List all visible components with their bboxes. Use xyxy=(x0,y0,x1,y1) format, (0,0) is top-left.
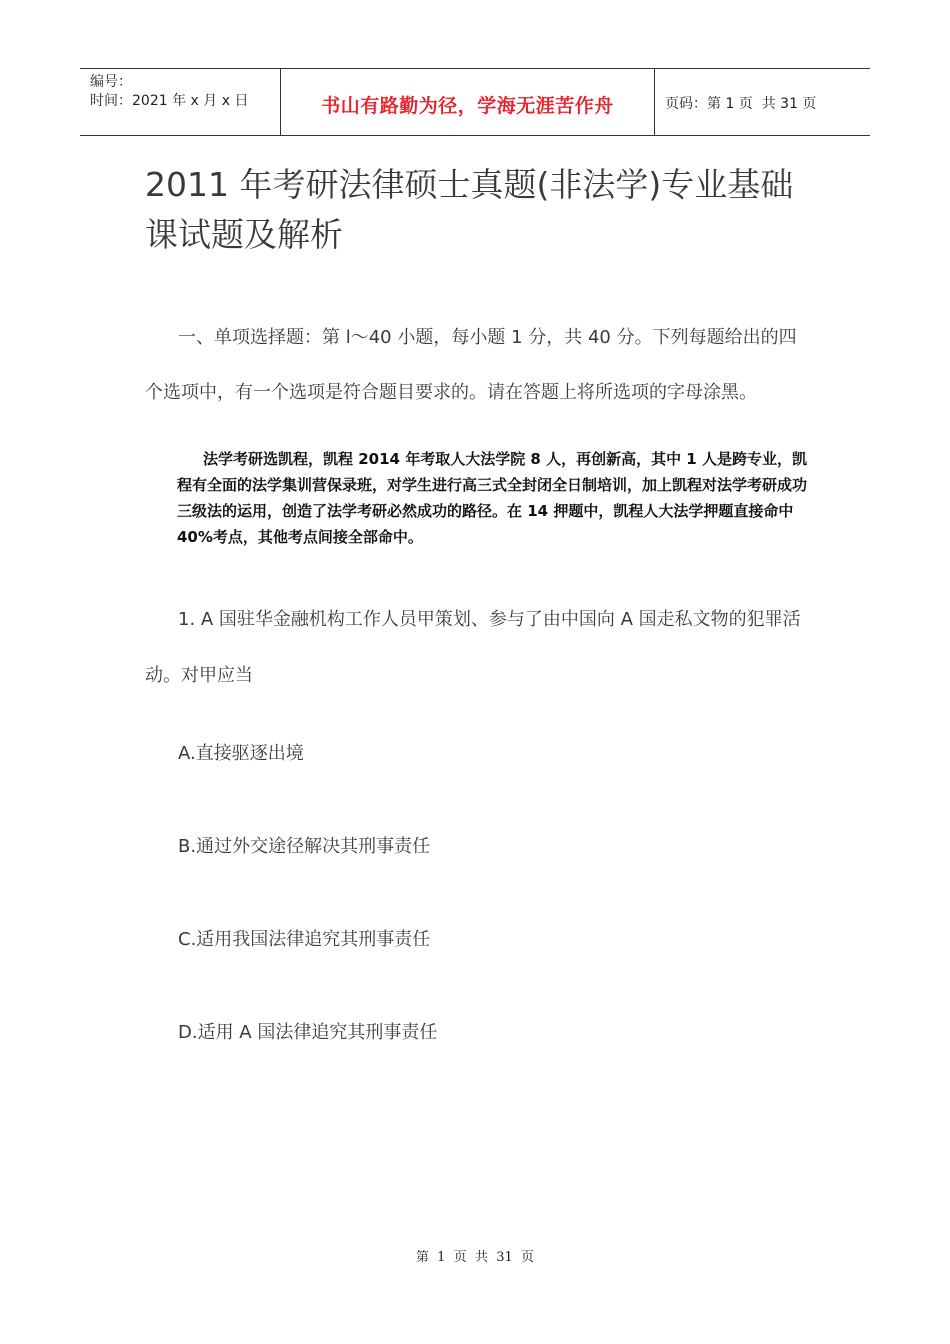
document-date: 时间：2021 年 x 月 x 日 xyxy=(90,93,249,109)
page-header-table xyxy=(80,68,870,136)
section-instructions: 一、单项选择题：第 l～40 小题，每小题 1 分，共 40 分。下列每题给出的四个选项中，有一个选项是符合题目要求的。请在答题上将所选项的字母涂黑。 xyxy=(145,327,797,403)
promotional-paragraph: 法学考研选凯程，凯程 2014 年考取人大法学院 8 人，再创新高，其中 1 人是跨专业，凯程有全面的法学集训营保录班，对学生进行高三式全封闭全日制培训，加上凯程对法学考研成功三级法的运用，创造了法学考研必然成功的路径。在 14 押题中，凯程人大法学押题直接命中 40%考点，其他考点间接全部命中。 xyxy=(177,450,808,546)
header-motto: 书山有路勤为径，学海无涯苦作舟 xyxy=(321,94,614,117)
header-motto-cell xyxy=(281,69,655,135)
question-1-option-d: D.适用 A 国法律追究其刑事责任 xyxy=(178,1022,438,1043)
document-number-label: 编号： xyxy=(90,74,132,90)
header-page-cell xyxy=(655,69,870,135)
question-1-option-a: A.直接驱逐出境 xyxy=(178,743,304,764)
page-footer: 第 1 页 共 31 页 xyxy=(415,1250,535,1265)
header-page-info: 页码：第 1 页 共 31 页 xyxy=(665,96,817,112)
question-1-option-c: C.适用我国法律追究其刑事责任 xyxy=(178,929,431,950)
question-1-option-b: B.通过外交途径解决其刑事责任 xyxy=(178,836,431,857)
header-meta-cell xyxy=(80,69,281,135)
document-title: 2011 年考研法律硕士真题(非法学)专业基础课试题及解析 xyxy=(145,165,794,254)
question-1-text: 1. A 国驻华金融机构工作人员甲策划、参与了由中国向 A 国走私文物的犯罪活动。对甲应当 xyxy=(145,609,801,686)
